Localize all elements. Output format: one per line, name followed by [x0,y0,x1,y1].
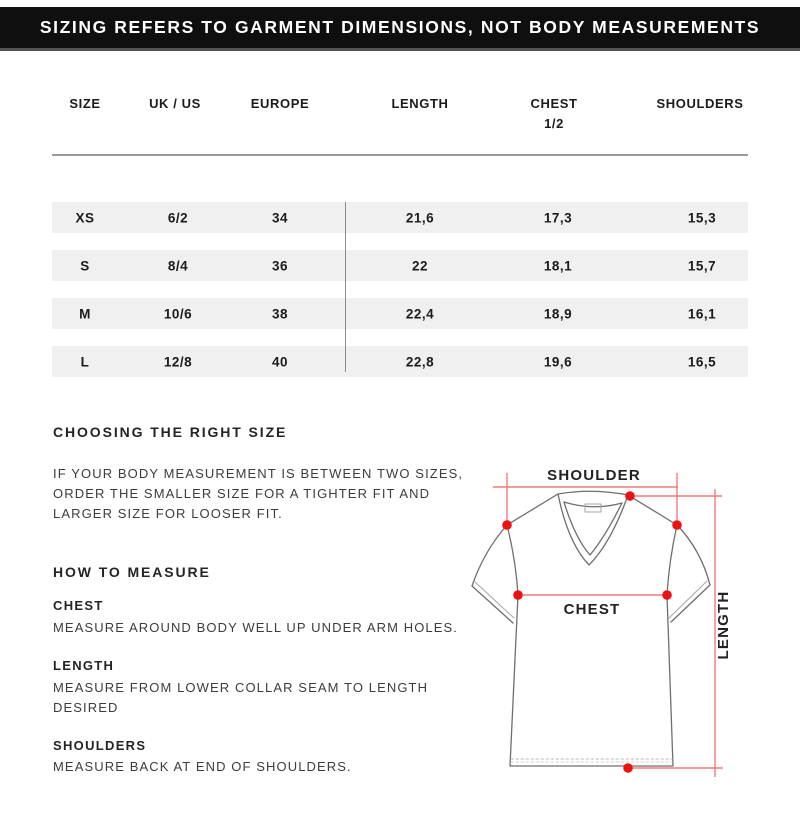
cell-europe: 38 [271,306,289,321]
shoulders-instruction: MEASURE BACK AT END OF SHOULDERS. [53,759,352,774]
cell-shoulders: 16,5 [687,354,717,369]
cell-europe: 36 [271,258,289,273]
col-header-chest-line2: 1/2 [544,116,564,131]
cell-europe: 34 [271,210,289,225]
col-header-europe: EUROPE [250,96,310,111]
table-row-xs [52,202,748,233]
col-header-length: LENGTH [391,96,449,111]
cell-length: 21,6 [405,210,435,225]
cell-chest: 19,6 [543,354,573,369]
header-divider-line [52,154,748,156]
cell-europe: 40 [271,354,289,369]
table-row-l [52,346,748,377]
choosing-text-line2: ORDER THE SMALLER SIZE FOR A TIGHTER FIT AND [53,486,431,501]
sizing-disclaimer-banner [0,7,800,48]
choosing-text-line3: LARGER SIZE FOR LOOSER FIT. [53,506,283,521]
cell-size: L [80,354,90,369]
cell-shoulders: 15,7 [687,258,717,273]
chest-instruction: MEASURE AROUND BODY WELL UP UNDER ARM HOLES. [53,620,459,635]
length-instruction-line2: DESIRED [53,700,119,715]
cell-size: M [79,306,91,321]
cell-chest: 18,9 [543,306,573,321]
diagram-length-label: LENGTH [715,590,732,660]
col-header-shoulders: SHOULDERS [656,96,744,111]
banner-text: SIZING REFERS TO GARMENT DIMENSIONS, NOT BODY MEASUREMENTS [39,17,761,37]
banner-bottom-edge [0,48,800,51]
choosing-text-line1: IF YOUR BODY MEASUREMENT IS BETWEEN TWO SIZES, [53,466,464,481]
left-chest-dot [513,590,523,600]
cell-uk-us: 10/6 [163,306,193,321]
cell-length: 22,4 [405,306,435,321]
tshirt-measurement-diagram [455,455,755,790]
cell-size: XS [75,210,95,225]
chest-subtitle: CHEST [53,598,104,613]
diagram-chest-label: CHEST [563,601,621,618]
cell-size: S [80,258,90,273]
cell-uk-us: 8/4 [167,258,189,273]
shoulders-subtitle: SHOULDERS [53,738,147,753]
collar-point-dot [625,491,635,501]
table-row-s [52,250,748,281]
column-divider-line [345,202,347,372]
left-shoulder-dot [502,520,512,530]
length-instruction-line1: MEASURE FROM LOWER COLLAR SEAM TO LENGTH [53,680,429,695]
choosing-title: CHOOSING THE RIGHT SIZE [53,424,288,440]
how-to-measure-title: HOW TO MEASURE [53,564,211,580]
table-row-m [52,298,748,329]
cell-chest: 18,1 [543,258,573,273]
cell-shoulders: 15,3 [687,210,717,225]
col-header-size: SIZE [69,96,101,111]
col-header-chest-line1: CHEST [530,96,578,111]
cell-uk-us: 6/2 [167,210,189,225]
tshirt-outline-icon [472,491,710,766]
measurement-dots [502,491,682,773]
cell-chest: 17,3 [543,210,573,225]
col-header-chest [530,94,577,134]
cell-length: 22 [411,258,429,273]
right-chest-dot [662,590,672,600]
cell-uk-us: 12/8 [163,354,193,369]
bottom-hem-dot [623,763,633,773]
col-header-uk-us: UK / US [149,96,201,111]
cell-shoulders: 16,1 [687,306,717,321]
cell-length: 22,8 [405,354,435,369]
right-shoulder-dot [672,520,682,530]
diagram-shoulder-label: SHOULDER [547,467,641,484]
length-subtitle: LENGTH [53,658,115,673]
